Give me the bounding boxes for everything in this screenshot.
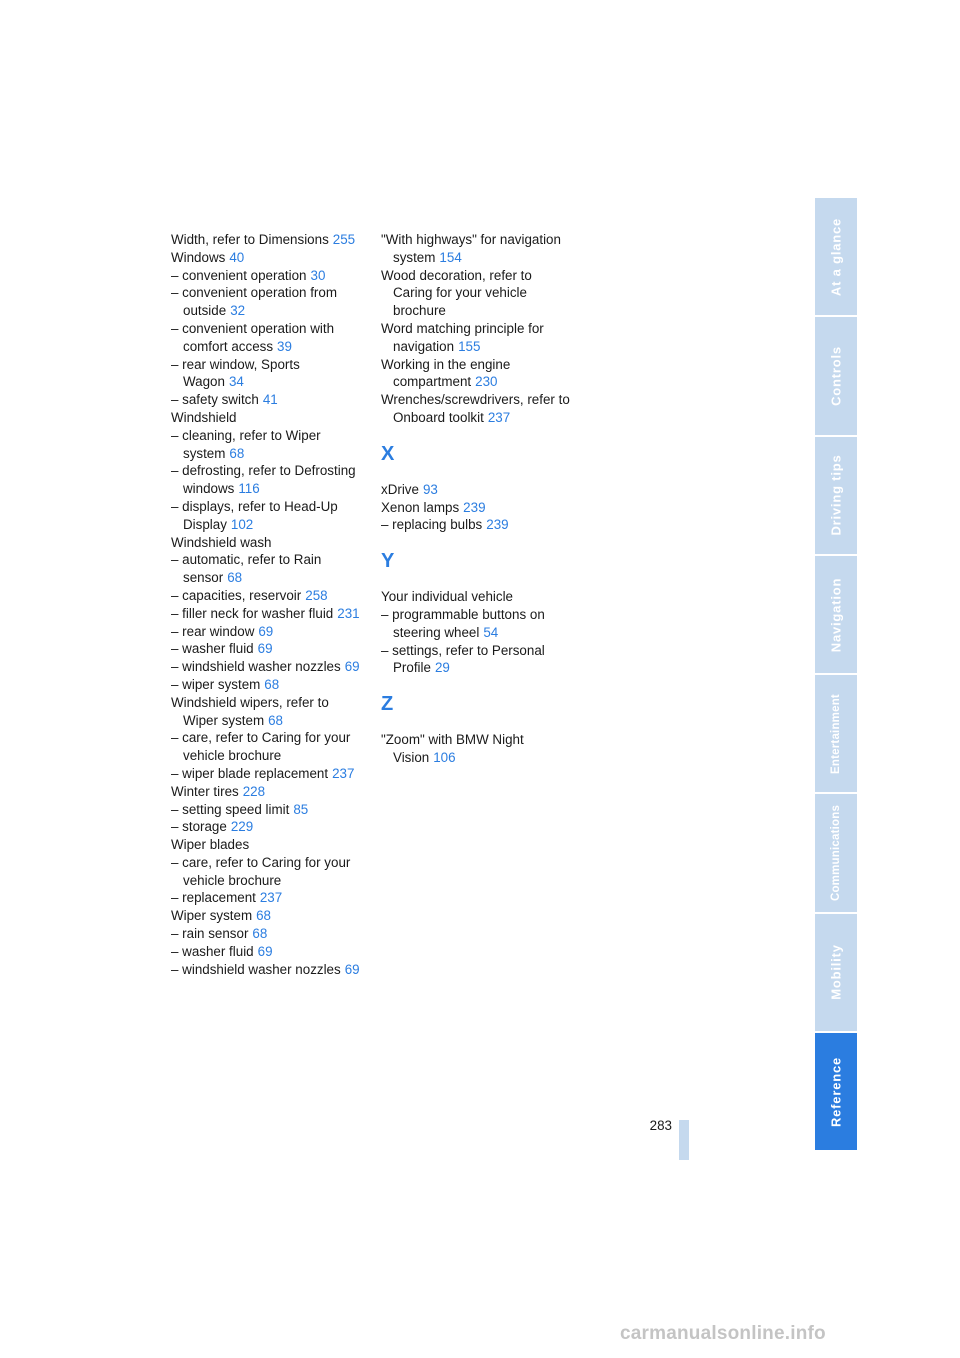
index-entry bbox=[171, 889, 361, 907]
tab-at-a-glance[interactable] bbox=[815, 198, 857, 317]
index-entry bbox=[381, 267, 571, 320]
index-entry-text: – filler neck for washer fluid bbox=[171, 605, 334, 621]
index-entry-text: Winter tires bbox=[171, 783, 239, 799]
index-entry bbox=[171, 694, 361, 730]
page-reference-link[interactable]: 237 bbox=[332, 765, 355, 781]
page-reference-link[interactable]: 69 bbox=[344, 961, 360, 977]
index-entry bbox=[171, 427, 361, 463]
tab-label: Controls bbox=[828, 346, 844, 406]
page-reference-link[interactable]: 85 bbox=[293, 801, 309, 817]
tab-navigation[interactable] bbox=[815, 556, 857, 675]
page-number-bar bbox=[679, 1120, 689, 1160]
index-entry bbox=[171, 605, 361, 623]
tab-label: At a glance bbox=[828, 217, 844, 296]
page-reference-link[interactable]: 228 bbox=[242, 783, 266, 799]
index-entry bbox=[171, 640, 361, 658]
section-letter-heading: X bbox=[381, 442, 395, 465]
chapter-tabs bbox=[815, 198, 857, 1152]
tab-communications[interactable] bbox=[815, 794, 857, 913]
index-entry-text: – cleaning, refer to Wiper system bbox=[171, 427, 321, 461]
index-entry-text: Your individual vehicle bbox=[381, 589, 514, 605]
index-entry-text: – care, refer to Caring for your vehicle brochure bbox=[171, 854, 351, 888]
index-entry-text: xDrive bbox=[381, 481, 419, 497]
page-reference-link[interactable]: 237 bbox=[259, 890, 283, 906]
index-entry-text: – programmable buttons on steering wheel bbox=[381, 606, 545, 640]
index-entry bbox=[381, 499, 571, 517]
index-entry-text: – rear window, Sports Wagon bbox=[171, 356, 300, 390]
page-reference-link[interactable]: 69 bbox=[257, 641, 273, 657]
page-reference-link[interactable]: 154 bbox=[439, 249, 462, 265]
index-entry bbox=[171, 391, 361, 409]
tab-label: Driving tips bbox=[828, 454, 844, 536]
index-entry bbox=[381, 642, 571, 678]
index-entry bbox=[381, 356, 571, 392]
page-reference-link[interactable]: 106 bbox=[433, 749, 456, 765]
page-reference-link[interactable]: 68 bbox=[264, 676, 280, 692]
index-entry bbox=[171, 801, 361, 819]
page-reference-link[interactable]: 29 bbox=[434, 660, 450, 676]
watermark: carmanualsonline.info bbox=[620, 1323, 826, 1344]
index-entry-text: Windows bbox=[171, 249, 226, 265]
index-entry bbox=[171, 534, 361, 552]
index-entry bbox=[171, 925, 361, 943]
index-entry-text: – washer fluid bbox=[171, 943, 254, 959]
index-entry bbox=[171, 587, 361, 605]
index-entry bbox=[171, 658, 361, 676]
index-entry bbox=[171, 409, 361, 427]
index-entry bbox=[171, 907, 361, 925]
page-number: 283 bbox=[649, 1118, 672, 1133]
index-entry bbox=[171, 623, 361, 641]
page-reference-link[interactable]: 93 bbox=[422, 481, 438, 497]
index-entry bbox=[381, 588, 571, 606]
index-entry-text: – convenient operation from outside bbox=[171, 285, 337, 319]
page-reference-link[interactable]: 68 bbox=[256, 908, 272, 924]
index-entry-text: – automatic, refer to Rain sensor bbox=[171, 552, 322, 586]
index-entry-text: Wrenches/screwdrivers, refer to Onboard toolkit bbox=[381, 392, 570, 425]
section-letter-heading: Z bbox=[381, 693, 394, 716]
index-entry bbox=[171, 783, 361, 801]
section-letter-heading: Y bbox=[381, 550, 395, 573]
index-entry-text: Working in the engine compartment bbox=[381, 356, 511, 390]
tab-label: Entertainment bbox=[830, 693, 842, 774]
index-entry-text: – replacement bbox=[171, 890, 256, 906]
page-reference-link[interactable]: 116 bbox=[238, 481, 260, 497]
index-entry-text: – storage bbox=[171, 819, 227, 835]
page-reference-link[interactable]: 239 bbox=[486, 517, 509, 533]
index-entry bbox=[171, 943, 361, 961]
index-entry-text: Windshield wipers, refer to Wiper system bbox=[171, 694, 329, 728]
tab-label: Reference bbox=[828, 1056, 844, 1127]
page-reference-link[interactable]: 34 bbox=[228, 374, 244, 390]
index-entry bbox=[171, 961, 361, 979]
index-entry-text: Word matching principle for navigation bbox=[381, 320, 544, 354]
tab-controls[interactable] bbox=[815, 317, 857, 436]
tab-entertainment[interactable] bbox=[815, 675, 857, 794]
index-entry bbox=[171, 320, 361, 356]
tab-label: Navigation bbox=[828, 577, 844, 652]
index-entry-text: – care, refer to Caring for your vehicle brochure bbox=[171, 730, 351, 764]
index-entry-text: – windshield washer nozzles bbox=[171, 659, 341, 675]
index-entry bbox=[381, 731, 571, 767]
index-entry bbox=[381, 320, 571, 356]
index-entry-text: Windshield wash bbox=[171, 534, 272, 550]
page-reference-link[interactable]: 69 bbox=[258, 623, 274, 639]
page-reference-link[interactable]: 237 bbox=[487, 409, 511, 425]
tab-driving-tips[interactable] bbox=[815, 437, 857, 556]
index-entry-text: Wiper system bbox=[171, 908, 253, 924]
page-reference-link[interactable]: 258 bbox=[305, 587, 328, 603]
index-entry bbox=[381, 606, 571, 642]
index-entry bbox=[381, 481, 571, 499]
page-reference-link[interactable]: 68 bbox=[227, 570, 243, 586]
index-entry bbox=[171, 231, 361, 249]
index-entry bbox=[171, 854, 361, 890]
index-entry bbox=[381, 391, 571, 427]
page-reference-link[interactable]: 32 bbox=[230, 303, 246, 319]
tab-label: Mobility bbox=[828, 944, 844, 1001]
index-entry-text: – settings, refer to Personal Profile bbox=[381, 642, 545, 676]
index-entry-text: – windshield washer nozzles bbox=[171, 961, 341, 977]
index-entry-text: Windshield bbox=[171, 409, 237, 425]
index-entry bbox=[171, 284, 361, 320]
page-reference-link[interactable]: 39 bbox=[277, 338, 292, 354]
index-entry-text: – replacing bulbs bbox=[381, 517, 483, 533]
index-entry-text: – washer fluid bbox=[171, 641, 254, 657]
page-reference-link[interactable]: 41 bbox=[262, 392, 278, 408]
index-entry-text: – wiper blade replacement bbox=[171, 765, 329, 781]
index-entry-text: Xenon lamps bbox=[381, 499, 460, 515]
index-entry bbox=[171, 462, 361, 498]
index-entry-text: Wood decoration, refer to Caring for your vehicle brochure bbox=[381, 267, 532, 319]
index-entry-text: – safety switch bbox=[171, 392, 259, 408]
index-entry-text: "Zoom" with BMW Night Vision bbox=[381, 732, 524, 765]
index-entry bbox=[171, 249, 361, 267]
page-reference-link[interactable]: 102 bbox=[230, 516, 254, 532]
tab-reference[interactable] bbox=[815, 1033, 857, 1152]
index-entry bbox=[171, 818, 361, 836]
index-entry bbox=[171, 498, 361, 534]
index-entry-text: – convenient operation with comfort access bbox=[171, 320, 335, 354]
page-reference-link[interactable]: 68 bbox=[252, 926, 268, 942]
page-reference-link[interactable]: 69 bbox=[257, 943, 273, 959]
page-reference-link[interactable]: 239 bbox=[463, 499, 486, 515]
index-entry-text: – wiper system bbox=[171, 676, 261, 692]
index-entry bbox=[171, 836, 361, 854]
index-entry bbox=[171, 551, 361, 587]
index-entry-text: – rain sensor bbox=[171, 926, 249, 942]
index-entry-text: – rear window bbox=[171, 623, 255, 639]
page-reference-link[interactable]: 230 bbox=[475, 374, 498, 390]
index-entry-text: Width, refer to Dimensions bbox=[171, 232, 329, 247]
index-entry bbox=[171, 676, 361, 694]
page-reference-link[interactable]: 155 bbox=[458, 338, 481, 354]
page-reference-link[interactable]: 229 bbox=[230, 819, 254, 835]
page-reference-link[interactable]: 255 bbox=[332, 232, 356, 247]
index-entry bbox=[381, 516, 571, 534]
page-reference-link[interactable]: 231 bbox=[337, 605, 360, 621]
page-reference-link[interactable]: 68 bbox=[229, 445, 245, 461]
index-entry-text: – capacities, reservoir bbox=[171, 587, 302, 603]
index-entry bbox=[171, 729, 361, 765]
page-reference-link[interactable]: 30 bbox=[310, 267, 326, 283]
index-entry-text: "With highways" for navigation system bbox=[381, 232, 561, 265]
index-entry-text: – defrosting, refer to Defrosting windows bbox=[171, 463, 356, 497]
index-entry-text: – displays, refer to Head-Up Display bbox=[171, 498, 338, 532]
tab-label: Communications bbox=[830, 805, 842, 902]
index-entry bbox=[171, 356, 361, 392]
page-reference-link[interactable]: 68 bbox=[268, 712, 284, 728]
index-entry bbox=[381, 231, 571, 267]
tab-mobility[interactable] bbox=[815, 914, 857, 1033]
index-column-left bbox=[171, 231, 361, 978]
index-entry bbox=[171, 267, 361, 285]
page-reference-link[interactable]: 69 bbox=[344, 659, 360, 675]
index-entry-text: Wiper blades bbox=[171, 837, 250, 853]
page-reference-link[interactable]: 54 bbox=[483, 624, 499, 640]
index-entry bbox=[171, 765, 361, 783]
index-column-right bbox=[381, 231, 571, 767]
page-reference-link[interactable]: 40 bbox=[229, 249, 245, 265]
index-entry-text: – convenient operation bbox=[171, 267, 307, 283]
index-entry-text: – setting speed limit bbox=[171, 801, 290, 817]
